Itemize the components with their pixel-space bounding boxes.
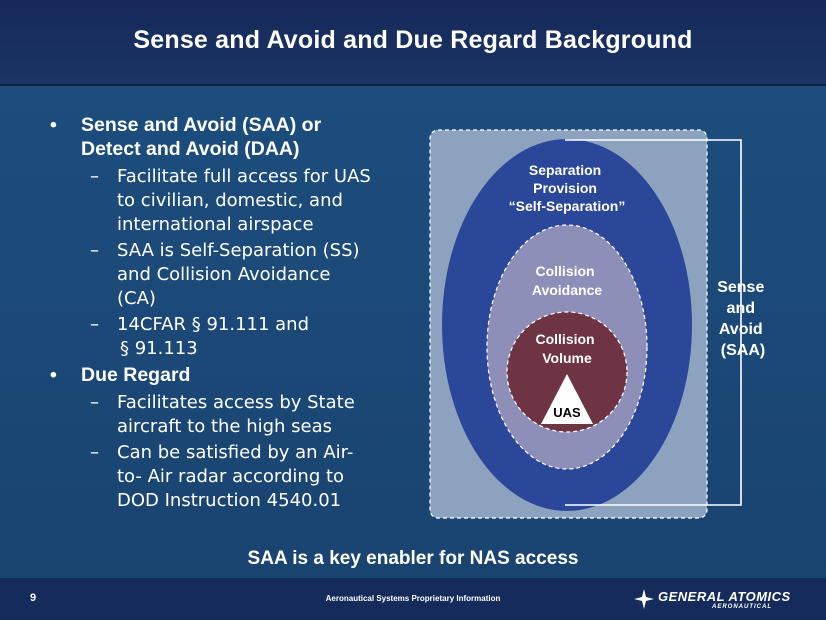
separation-provision-label: Separation Provision “Self-Separation” [508, 162, 626, 214]
bullet-list [48, 113, 418, 515]
bullet-dot-icon: • [50, 364, 57, 386]
dash-icon: – [90, 166, 99, 187]
uas-label: UAS [553, 405, 581, 420]
sense-and-avoid-label: Sense and Avoid (SAA) [717, 279, 766, 359]
sub-bullet-line: (CA) [117, 288, 156, 309]
tagline: SAA is a key enabler for NAS access [247, 548, 579, 569]
sub-bullet-line: 14CFAR § 91.111 and [117, 314, 310, 335]
bullet-line: Detect and Avoid (DAA) [81, 138, 300, 160]
collision-avoidance-label: Collision Avoidance [531, 263, 603, 298]
sub-bullet-line: and Collision Avoidance [117, 264, 331, 285]
dash-icon: – [90, 442, 99, 463]
sub-bullet-line: § 91.113 [120, 338, 198, 359]
sub-bullet-line: Facilitate full access for UAS [117, 166, 371, 187]
sub-bullet-item [48, 165, 418, 237]
dash-icon: – [90, 240, 99, 261]
page-number: 9 [30, 592, 37, 604]
sub-bullet-item [48, 441, 418, 513]
sub-bullet-line: DOD Instruction 4540.01 [117, 490, 342, 511]
general-atomics-logo [634, 587, 804, 615]
bullet-item [48, 363, 418, 387]
bullet-line: Sense and Avoid (SAA) or [81, 114, 322, 136]
saa-diagram [425, 120, 785, 530]
logo-subtext: AERONAUTICAL [712, 604, 772, 610]
sub-bullet-line: Can be satisfied by an Air- [117, 442, 354, 463]
footer-text: Aeronautical Systems Proprietary Information [325, 594, 501, 603]
sub-bullet-item [48, 313, 418, 361]
sub-bullet-line: SAA is Self-Separation (SS) [117, 240, 360, 261]
dash-icon: – [90, 314, 99, 335]
sub-bullet-item [48, 239, 418, 311]
slide-title: Sense and Avoid and Due Regard Background [133, 26, 693, 54]
footer [0, 578, 826, 620]
bullet-line: Due Regard [81, 364, 191, 386]
bullet-item [48, 113, 418, 161]
sub-bullet-line: aircraft to the high seas [117, 416, 333, 437]
sub-bullet-line: to- Air radar according to [117, 466, 345, 487]
bullet-dot-icon: • [50, 114, 57, 136]
dash-icon: – [90, 392, 99, 413]
logo-text: GENERAL ATOMICS [658, 589, 791, 604]
sub-bullet-line: Facilitates access by State [117, 392, 355, 413]
sub-bullet-line: to civilian, domestic, and [117, 190, 343, 211]
sub-bullet-line: international airspace [117, 214, 314, 235]
sub-bullet-item [48, 391, 418, 439]
collision-volume-label: Collision Volume [535, 331, 595, 366]
logo-star-icon [634, 589, 654, 609]
